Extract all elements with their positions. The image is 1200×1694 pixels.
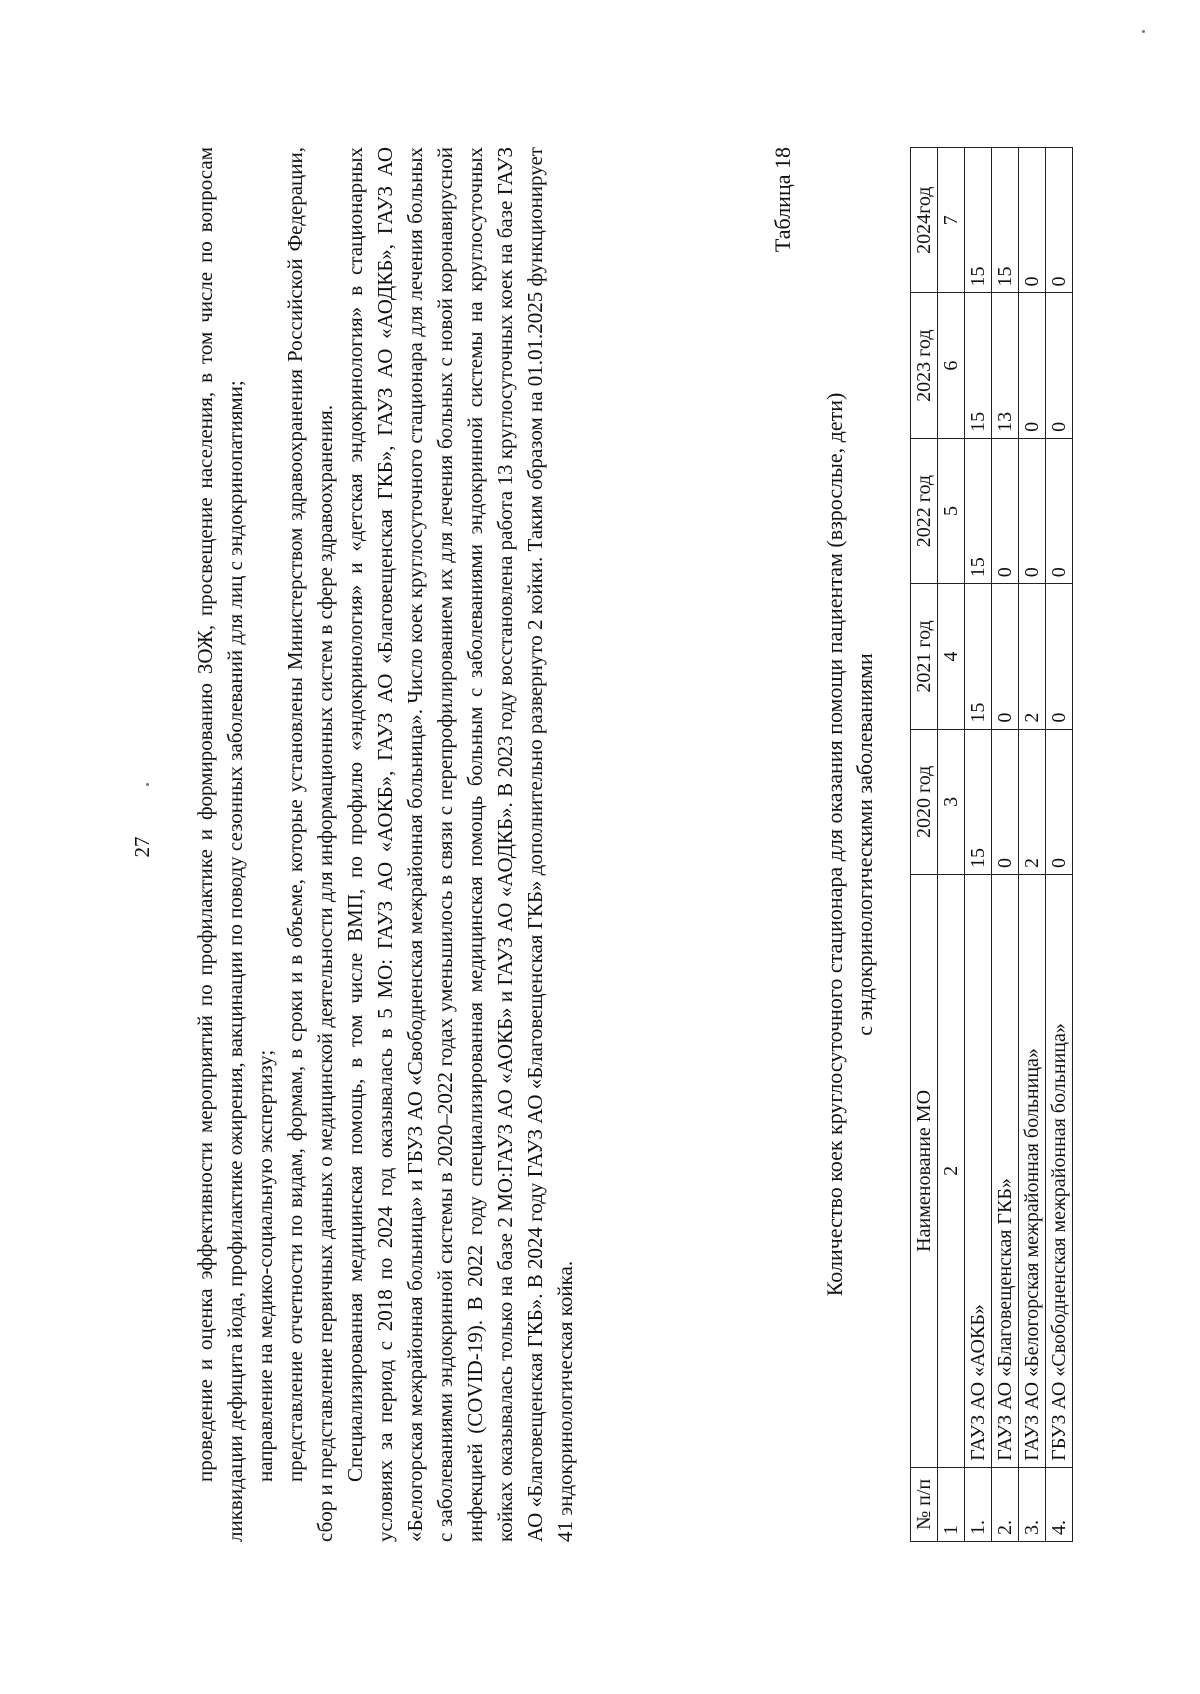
body-text [190, 147, 580, 1542]
table-cell: ГАУЗ АО «Благовещенская ГКБ» [992, 875, 1019, 1468]
header-cell: 2020 год [911, 729, 938, 874]
table-cell: 15 [992, 148, 1019, 293]
table-cell: 0 [1046, 293, 1073, 438]
header-cell: 2023 год [911, 293, 938, 438]
rotated-page [120, 82, 1080, 1612]
paragraph: Специализированная медицинская помощь, в том числе ВМП, по профилю «эндокринология» и «детская эндокринология» в стационарных условиях за период с 2018 по 2024 год оказывалась в 5 МО: ГАУЗ АО «АОКБ», ГАУЗ АО «Благовещенская ГКБ», ГАУЗ АО «АОДКБ», ГАУЗ АО «Белогорская межрайонная больница» и ГБУЗ АО «Свободненская межрайонная больница». Число коек круглосуточного стационара для лечения больных с заболеваниями эндокринной системы в 2020–2022 годах уменьшилось в связи с перепрофилированием их для лечения больных с новой коронавирусной инфекцией (COVID-19). В 2022 году специализированная медицинская помощь больным с заболеваниями эндокринной системы на круглосуточных койках оказывалась только на базе 2 МО:ГАУЗ АО «АОКБ» и ГАУЗ АО «АОДКБ». В 2023 году восстановлена работа 13 круглосуточных коек на базе ГАУЗ АО «Благовещенская ГКБ». В 2024 году ГАУЗ АО «Благовещенская ГКБ» дополнительно развернуто 2 койки. Таким образом на 01.01.2025 функционирует 41 эндокринологическая койка. [343, 147, 577, 1542]
table-cell: 13 [992, 293, 1019, 438]
table-index-row [938, 148, 965, 1542]
table-cell: ГБУЗ АО «Свободненская межрайонная больница» [1046, 875, 1073, 1468]
scan-speck [146, 783, 149, 786]
page-number: 27 [130, 836, 154, 858]
table-cell: 15 [965, 438, 992, 583]
index-cell: 5 [938, 438, 965, 583]
index-cell: 2 [938, 875, 965, 1468]
table-cell: 0 [992, 729, 1019, 874]
beds-table [910, 147, 1073, 1542]
table-cell: 0 [1019, 293, 1046, 438]
table-cell: 0 [1046, 438, 1073, 583]
table-cell: 0 [992, 584, 1019, 729]
table-header-row [911, 148, 938, 1542]
index-cell: 7 [938, 148, 965, 293]
table-row [992, 148, 1019, 1542]
table-cell: 1. [965, 1467, 992, 1541]
table-caption-line: Количество коек круглосуточного стационара для оказания помощи пациентам (взрослые, дети) [822, 392, 847, 1297]
index-cell: 1 [938, 1467, 965, 1541]
table-cell: 15 [965, 148, 992, 293]
table-cell: ГАУЗ АО «АОКБ» [965, 875, 992, 1468]
header-cell: № п/п [911, 1467, 938, 1541]
table-row [1046, 148, 1073, 1542]
index-cell: 4 [938, 584, 965, 729]
table-cell: 0 [1046, 148, 1073, 293]
header-cell: 2024год [911, 148, 938, 293]
table-cell: 15 [965, 729, 992, 874]
table-cell: ГАУЗ АО «Белогорская межрайонная больница» [1019, 875, 1046, 1468]
table-caption-line: с эндокринологическими заболеваниями [852, 653, 877, 1036]
table-caption [820, 147, 880, 1542]
table-cell: 0 [992, 438, 1019, 583]
header-cell: 2022 год [911, 438, 938, 583]
index-cell: 6 [938, 293, 965, 438]
paragraph: проведение и оценка эффективности мероприятий по профилактике и формированию ЗОЖ, просвещение населения, в том числе по вопросам ликвидации дефицита йода, профилактике ожирения, вакцинации по поводу сезонных заболеваний для лиц с эндокринопатиями; [193, 147, 247, 1542]
table-label: Таблица 18 [770, 147, 795, 253]
table-row [965, 148, 992, 1542]
table-cell: 2 [1019, 584, 1046, 729]
table-cell: 15 [965, 584, 992, 729]
table-cell: 2. [992, 1467, 1019, 1541]
header-cell: 2021 год [911, 584, 938, 729]
scan-speck [1142, 30, 1145, 33]
table-cell: 0 [1046, 584, 1073, 729]
table-cell: 15 [965, 293, 992, 438]
table-cell: 4. [1046, 1467, 1073, 1541]
table-row [1019, 148, 1046, 1542]
paragraph: представление отчетности по видам, формам, в сроки и в объеме, которые установлены Министерством здравоохранения Российской Федерации, сбор и представление первичных данных о медицинской деятельности для информационных систем в сфере здравоохранения. [283, 147, 337, 1542]
paragraph: направление на медико-социальную экспертизу; [253, 1049, 277, 1482]
table-cell: 0 [1046, 729, 1073, 874]
table-cell: 2 [1019, 729, 1046, 874]
header-cell: Наименование МО [911, 875, 938, 1468]
table-cell: 3. [1019, 1467, 1046, 1541]
table-cell: 0 [1019, 148, 1046, 293]
table-cell: 0 [1019, 438, 1046, 583]
index-cell: 3 [938, 729, 965, 874]
